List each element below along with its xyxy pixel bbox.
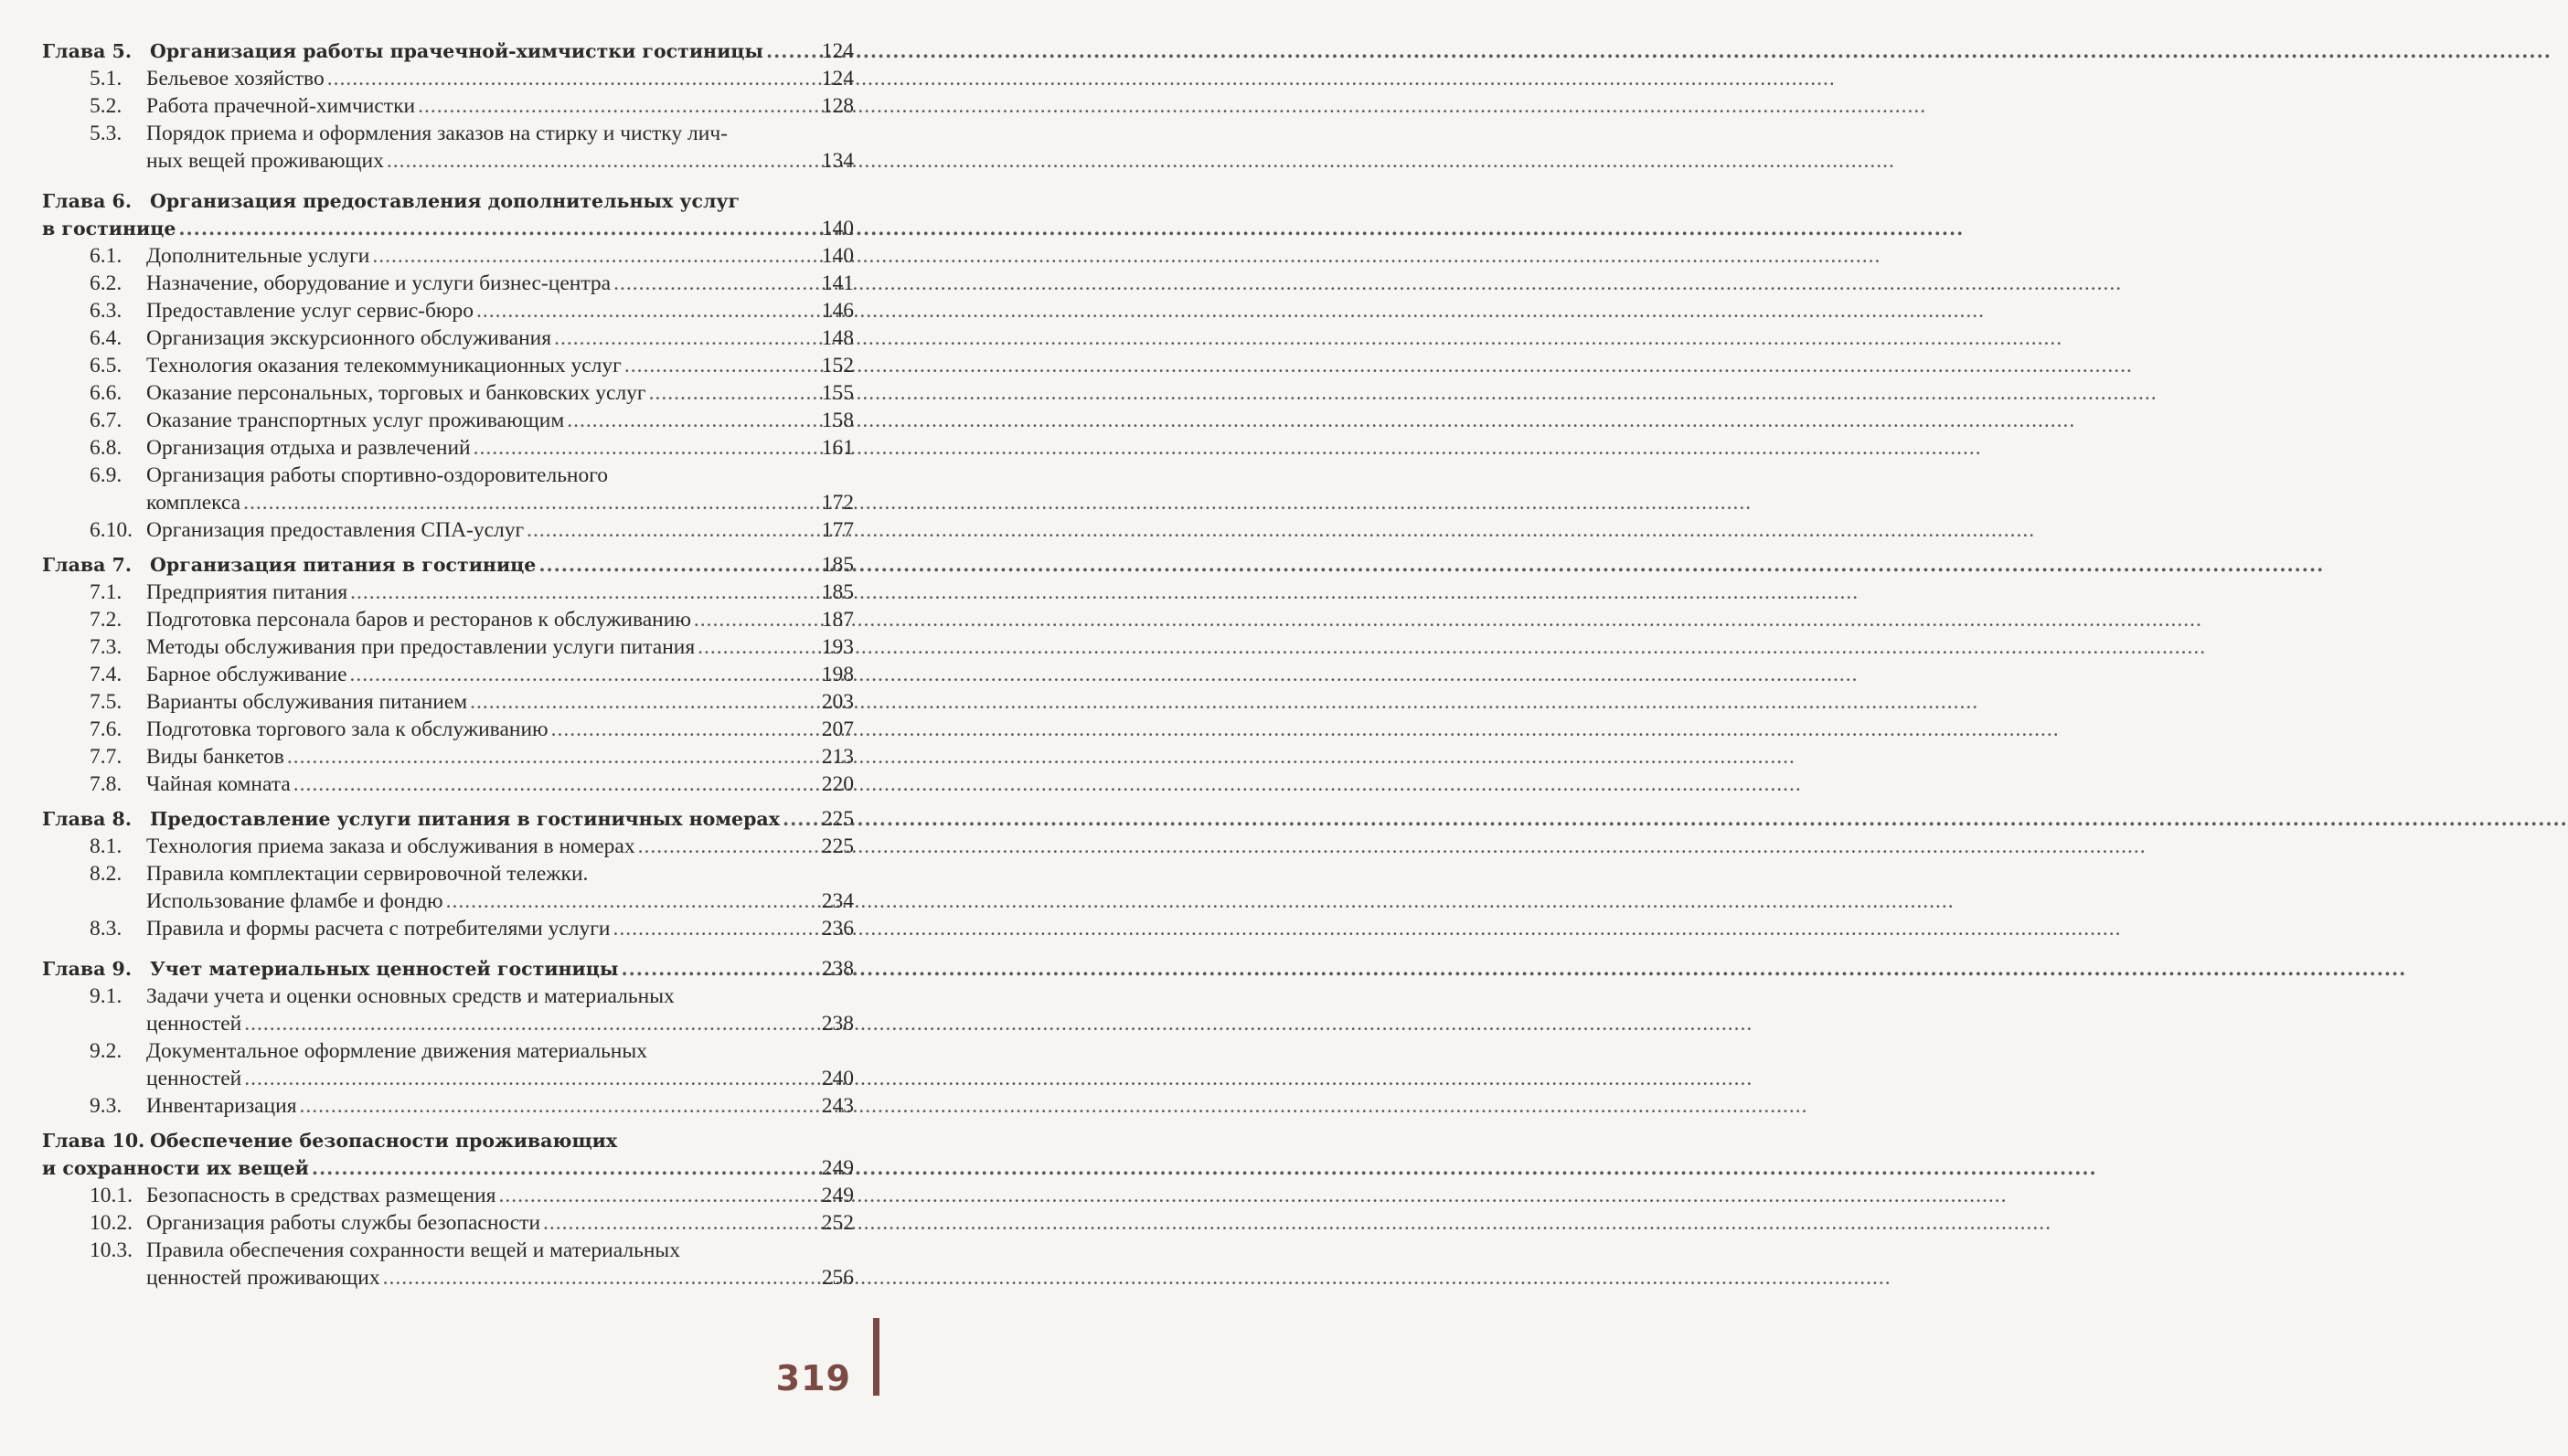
- toc-entry: [42, 516, 854, 544]
- dot-leader: [527, 516, 817, 544]
- dot-leader: [350, 579, 817, 606]
- section-title: Бельевое хозяйство: [146, 67, 325, 90]
- chapter-title-row: [42, 187, 854, 215]
- section-page: 240: [821, 1067, 854, 1090]
- section-title-wrap: [90, 1264, 380, 1291]
- dot-leader: [244, 1065, 817, 1092]
- section-page: 234: [821, 889, 854, 913]
- dot-leader: [383, 1264, 817, 1291]
- section-number: 6.10.: [90, 518, 133, 542]
- chapter-page: 249: [821, 1156, 854, 1180]
- toc-entry: [42, 633, 854, 661]
- dot-leader: [649, 379, 817, 407]
- section-number: 7.7.: [90, 745, 123, 769]
- section-title-wrap: [90, 462, 608, 489]
- dot-leader: [551, 716, 817, 743]
- dot-leader: [638, 833, 817, 860]
- toc-entry: [42, 661, 854, 688]
- section-title-wrap: [90, 120, 728, 147]
- section-title-wrap: [90, 606, 691, 633]
- section-number: 10.3.: [90, 1238, 133, 1262]
- section-title: Работа прачечной-химчистки: [146, 94, 416, 118]
- section-number: 5.3.: [90, 122, 123, 145]
- section-title-wrap: [90, 352, 622, 379]
- dot-leader: [244, 1010, 817, 1037]
- section-number: 6.9.: [90, 463, 123, 487]
- section-title-wrap: [90, 324, 551, 352]
- section-page: 213: [821, 745, 854, 769]
- dot-leader: [474, 434, 817, 462]
- section-page: 141: [821, 271, 854, 295]
- section-title: Дополнительные услуги: [146, 244, 370, 268]
- dot-leader: [543, 1209, 817, 1237]
- section-title-wrap: [90, 771, 291, 798]
- chapter-heading: [42, 1154, 309, 1182]
- section-number: 6.7.: [90, 409, 123, 432]
- section-title: Организация работы спортивно-оздоровительного: [146, 463, 609, 487]
- chapter-label: Глава 7.: [42, 554, 132, 576]
- toc-entry: [42, 1264, 854, 1291]
- section-number: 9.1.: [90, 984, 123, 1008]
- chapter-heading: [42, 805, 780, 833]
- dot-leader: [624, 352, 817, 379]
- chapter-heading: [42, 37, 763, 65]
- section-title-wrap: [90, 1209, 540, 1237]
- section-page: 172: [821, 491, 854, 515]
- chapter-heading: [42, 187, 740, 215]
- section-title: Организация работы службы безопасности: [146, 1211, 541, 1235]
- section-title: Задачи учета и оценки основных средств и материальных: [146, 984, 675, 1008]
- section-page: 252: [821, 1211, 854, 1235]
- chapter-label: Глава 5.: [42, 40, 132, 62]
- toc-entry: [42, 242, 854, 270]
- dot-leader: [694, 606, 817, 633]
- section-number: 6.1.: [90, 244, 123, 268]
- dot-leader: [300, 1092, 817, 1120]
- toc-entry: [42, 1182, 854, 1209]
- chapter-page: 124: [821, 39, 854, 63]
- section-page: 161: [821, 436, 854, 460]
- toc-entry: [42, 462, 854, 489]
- section-title-wrap: [90, 983, 675, 1010]
- section-title: Чайная комната: [146, 772, 291, 796]
- section-title: ценностей: [146, 1012, 242, 1036]
- section-title-wrap: [90, 743, 284, 771]
- section-title: Барное обслуживание: [146, 663, 347, 686]
- toc-entry: [42, 1092, 854, 1120]
- dot-leader: [418, 92, 817, 120]
- section-page: 203: [821, 690, 854, 714]
- section-title: ценностей проживающих: [146, 1266, 380, 1290]
- section-page: 185: [821, 580, 854, 604]
- section-title: Подготовка персонала баров и ресторанов к обслуживанию: [146, 608, 691, 632]
- chapter-label: Глава 6.: [42, 190, 132, 212]
- section-title: Правила комплектации сервировочной тележки.: [146, 862, 589, 886]
- section-title-wrap: [90, 516, 524, 544]
- chapter-heading: [42, 215, 176, 242]
- section-title: Оказание персональных, торговых и банковских услуг: [146, 381, 646, 405]
- dot-leader: [243, 489, 817, 516]
- section-page: 148: [821, 326, 854, 350]
- dot-leader: [783, 805, 817, 833]
- section-title: Технология приема заказа и обслуживания в номерах: [146, 834, 635, 858]
- dot-leader: [698, 633, 817, 661]
- toc-entry: [42, 579, 854, 606]
- section-title: Виды банкетов: [146, 745, 284, 769]
- toc-entry: [42, 887, 854, 915]
- section-title: Назначение, оборудование и услуги бизнес-центра: [146, 271, 612, 295]
- section-title-wrap: [90, 1092, 297, 1120]
- section-page: 243: [821, 1094, 854, 1118]
- section-title-wrap: [90, 407, 564, 434]
- dot-leader: [476, 297, 817, 324]
- toc-entry: [42, 716, 854, 743]
- section-number: 7.5.: [90, 690, 123, 714]
- dot-leader: [350, 661, 817, 688]
- chapter-title-row: [42, 1154, 854, 1182]
- section-page: 155: [821, 381, 854, 405]
- toc-entry: [42, 434, 854, 462]
- section-title: Организация экскурсионного обслуживания: [146, 326, 552, 350]
- section-title: ных вещей проживающих: [146, 149, 384, 173]
- chapter-title: Учет материальных ценностей гостиницы: [150, 958, 619, 980]
- section-page: 134: [821, 149, 854, 173]
- section-number: 6.8.: [90, 436, 123, 460]
- section-title-wrap: [90, 147, 384, 175]
- section-title: Правила обеспечения сохранности вещей и материальных: [146, 1238, 680, 1262]
- section-title-wrap: [90, 65, 325, 92]
- section-title: Использование фламбе и фондю: [146, 889, 443, 913]
- chapter-heading: [42, 1127, 617, 1154]
- dot-leader: [387, 147, 817, 175]
- section-title-wrap: [90, 379, 646, 407]
- dot-leader: [293, 771, 817, 798]
- toc-entry: [42, 352, 854, 379]
- section-title: Инвентаризация: [146, 1094, 297, 1118]
- section-number: 8.1.: [90, 834, 123, 858]
- section-title-wrap: [90, 1037, 647, 1065]
- chapter-title-row: [42, 215, 854, 242]
- chapter-label: Глава 9.: [42, 958, 132, 980]
- section-number: 7.4.: [90, 663, 123, 686]
- dot-leader: [446, 887, 817, 915]
- section-title-wrap: [90, 860, 588, 887]
- section-page: 198: [821, 663, 854, 686]
- section-title-wrap: [90, 489, 240, 516]
- section-number: 7.1.: [90, 580, 123, 604]
- section-page: 152: [821, 354, 854, 377]
- section-title-wrap: [90, 297, 474, 324]
- toc-entry: [42, 771, 854, 798]
- section-title: Предоставление услуг сервис-бюро: [146, 299, 474, 323]
- section-title-wrap: [90, 434, 471, 462]
- dot-leader: [498, 1182, 816, 1209]
- table-of-contents: [42, 37, 854, 1304]
- chapter-title-row: [42, 551, 854, 579]
- section-page: 146: [821, 299, 854, 323]
- toc-entry: [42, 147, 854, 175]
- section-number: 5.1.: [90, 67, 123, 90]
- section-title-wrap: [90, 1065, 241, 1092]
- section-title: Организация отдыха и развлечений: [146, 436, 471, 460]
- chapter-heading: [42, 955, 618, 983]
- section-title: Организация предоставления СПА-услуг: [146, 518, 525, 542]
- section-title: Методы обслуживания при предоставлении услуги питания: [146, 635, 696, 659]
- section-number: 7.2.: [90, 608, 123, 632]
- section-title-wrap: [90, 1182, 495, 1209]
- chapter-label: Глава 8.: [42, 808, 132, 830]
- section-title-wrap: [90, 716, 549, 743]
- toc-entry: [42, 743, 854, 771]
- toc-entry: [42, 120, 854, 147]
- section-number: 6.3.: [90, 299, 123, 323]
- chapter-title-row: [42, 955, 854, 983]
- section-title: Порядок приема и оформления заказов на стирку и чистку лич-: [146, 122, 728, 145]
- toc-entry: [42, 407, 854, 434]
- section-page: 177: [821, 518, 854, 542]
- section-number: 6.5.: [90, 354, 123, 377]
- dot-leader: [766, 37, 817, 65]
- section-title-wrap: [90, 1010, 241, 1037]
- chapter-page: 185: [821, 553, 854, 577]
- page-edge-bar: [873, 1318, 879, 1396]
- chapter-block: [42, 187, 854, 544]
- chapter-block: [42, 1127, 854, 1291]
- dot-leader: [470, 688, 817, 716]
- section-title-wrap: [90, 242, 369, 270]
- chapter-page: 238: [821, 957, 854, 981]
- section-number: 6.4.: [90, 326, 123, 350]
- section-title: ценностей: [146, 1067, 242, 1090]
- chapter-title: Организация питания в гостинице: [150, 554, 537, 576]
- section-title: Варианты обслуживания питанием: [146, 690, 468, 714]
- section-number: 10.2.: [90, 1211, 133, 1235]
- section-title-wrap: [90, 633, 695, 661]
- chapter-title: Предоставление услуги питания в гостиничных номерах: [150, 808, 780, 830]
- section-title-wrap: [90, 915, 611, 942]
- section-number: 6.6.: [90, 381, 123, 405]
- toc-entry: [42, 860, 854, 887]
- section-number: 7.3.: [90, 635, 123, 659]
- section-page: 128: [821, 94, 854, 118]
- dot-leader: [287, 743, 817, 771]
- section-number: 9.3.: [90, 1094, 123, 1118]
- chapter-title: в гостинице: [42, 218, 176, 239]
- section-page: 225: [821, 834, 854, 858]
- section-page: 256: [821, 1266, 854, 1290]
- dot-leader: [178, 215, 816, 242]
- toc-entry: [42, 606, 854, 633]
- chapter-block: [42, 955, 854, 1120]
- section-page: 140: [821, 244, 854, 268]
- section-title: Документальное оформление движения материальных: [146, 1039, 647, 1063]
- section-title: Предприятия питания: [146, 580, 348, 604]
- dot-leader: [327, 65, 817, 92]
- chapter-title-row: [42, 1127, 854, 1154]
- section-page: 238: [821, 1012, 854, 1036]
- section-title-wrap: [90, 92, 415, 120]
- chapter-page: 140: [821, 217, 854, 240]
- section-number: 9.2.: [90, 1039, 123, 1063]
- chapter-title-row: [42, 805, 854, 833]
- chapter-block: [42, 551, 854, 798]
- section-page: 124: [821, 67, 854, 90]
- section-page: 220: [821, 772, 854, 796]
- toc-entry: [42, 65, 854, 92]
- toc-entry: [42, 270, 854, 297]
- section-title-wrap: [90, 688, 467, 716]
- section-page: 158: [821, 409, 854, 432]
- dot-leader: [613, 915, 817, 942]
- section-number: 7.8.: [90, 772, 123, 796]
- dot-leader: [621, 955, 816, 983]
- toc-entry: [42, 379, 854, 407]
- section-title: Безопасность в средствах размещения: [146, 1184, 496, 1207]
- section-number: 8.3.: [90, 917, 123, 941]
- section-title-wrap: [90, 270, 611, 297]
- chapter-title-row: [42, 37, 854, 65]
- section-title: комплекса: [146, 491, 241, 515]
- toc-entry: [42, 1037, 854, 1065]
- section-title: Технология оказания телекоммуникационных услуг: [146, 354, 622, 377]
- toc-entry: [42, 92, 854, 120]
- chapter-title: Обеспечение безопасности проживающих: [150, 1130, 618, 1152]
- dot-leader: [372, 242, 816, 270]
- toc-entry: [42, 1010, 854, 1037]
- section-page: 193: [821, 635, 854, 659]
- section-number: 10.1.: [90, 1184, 133, 1207]
- section-page: 249: [821, 1184, 854, 1207]
- chapter-title: и сохранности их вещей: [42, 1157, 309, 1179]
- section-title: Правила и формы расчета с потребителями услуги: [146, 917, 611, 941]
- section-title-wrap: [90, 887, 443, 915]
- chapter-label: Глава 10.: [42, 1130, 145, 1152]
- toc-entry: [42, 833, 854, 860]
- chapter-title: Организация предоставления дополнительных услуг: [150, 190, 741, 212]
- toc-entry: [42, 1065, 854, 1092]
- toc-entry: [42, 489, 854, 516]
- dot-leader: [567, 407, 817, 434]
- section-number: 6.2.: [90, 271, 123, 295]
- toc-entry: [42, 297, 854, 324]
- section-title-wrap: [90, 579, 347, 606]
- dot-leader: [312, 1154, 817, 1182]
- toc-entry: [42, 324, 854, 352]
- chapter-block: [42, 805, 854, 942]
- dot-leader: [613, 270, 817, 297]
- toc-entry: [42, 915, 854, 942]
- section-title-wrap: [90, 1237, 680, 1264]
- section-page: 207: [821, 717, 854, 741]
- dot-leader: [538, 551, 816, 579]
- chapter-block: [42, 37, 854, 175]
- section-page: 236: [821, 917, 854, 941]
- section-title-wrap: [90, 661, 347, 688]
- toc-entry: [42, 1237, 854, 1264]
- chapter-page: 225: [821, 807, 854, 831]
- toc-entry: [42, 983, 854, 1010]
- section-number: 5.2.: [90, 94, 123, 118]
- section-number: 8.2.: [90, 862, 123, 886]
- page-number: 319: [775, 1358, 851, 1398]
- toc-entry: [42, 688, 854, 716]
- section-page: 187: [821, 608, 854, 632]
- section-title-wrap: [90, 833, 635, 860]
- toc-entry: [42, 1209, 854, 1237]
- chapter-title: Организация работы прачечной-химчистки гостиницы: [150, 40, 763, 62]
- section-title: Подготовка торгового зала к обслуживанию: [146, 717, 549, 741]
- section-number: 7.6.: [90, 717, 123, 741]
- dot-leader: [554, 324, 817, 352]
- section-title: Оказание транспортных услуг проживающим: [146, 409, 565, 432]
- chapter-heading: [42, 551, 536, 579]
